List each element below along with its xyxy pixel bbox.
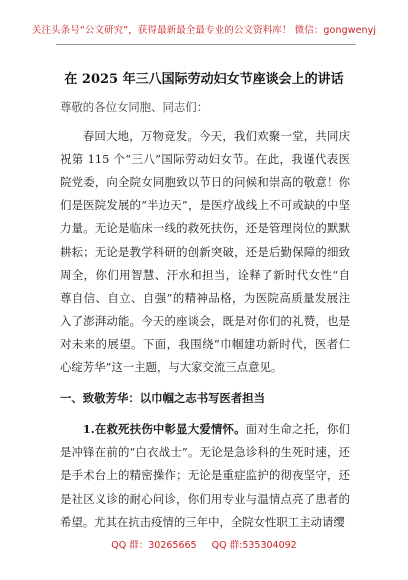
header-divider (56, 44, 356, 45)
salutation: 尊敬的各位女同胞、同志们： (60, 100, 209, 114)
document-title: 在 2025 年三八国际劳动妇女节座谈会上的讲话 (64, 72, 344, 87)
footer-qq-group-1: QQ 群：30265665 (111, 540, 197, 551)
document-body (60, 96, 350, 534)
footer-contact (0, 537, 408, 551)
footer-qq-group-2: QQ 群:535304092 (211, 540, 297, 551)
subsection-text: 面对生命之托，你们是冲锋在前的“白衣战士”。无论是急诊科的生死时速，还是手术台上的精密操作；无论是重症监护的彻夜坚守，还是社区义诊的耐心问诊，你们用专业与温情点亮了患者的希望。尤其在抗击疫情的三年中，全院女性职工主动请缨 (60, 422, 350, 529)
subsection-heading: 1.在救死扶伤中彰显大爱情怀。 (82, 422, 246, 437)
intro-paragraph: 春回大地，万物竞发。今天，我们欢聚一堂，共同庆祝第 115 个“三八”国际劳动妇女节。在此，我谨代表医院党委，向全院女同胞致以节日的问候和崇高的敬意！你们是医院发展的“半边天”，是医疗战线上不可或缺的中坚力量。无论是临床一线的救死扶伤，还是管理岗位的默默耕耘；无论是教学科研的创新突破，还是后勤保障的细致周全，你们用智慧、汗水和担当，诠释了新时代女性“自尊自信、自立、自强”的精神品格，为医院高质量发展注入了澎湃动能。今天的座谈会，既是对你们的礼赞，也是对未来的展望。下面，我围绕“巾帼建功新时代，医者仁心绽芳华”这一主题，与大家交流三点意见。 (60, 129, 350, 375)
header-promo-note: 关注头条号“公文研究”，获得最新最全最专业的公文资料库！ 微信：gongwenyj (31, 25, 377, 36)
section-heading: 一、致敬芳华：以巾帼之志书写医者担当 (60, 391, 266, 406)
subsection-paragraph (60, 418, 350, 533)
